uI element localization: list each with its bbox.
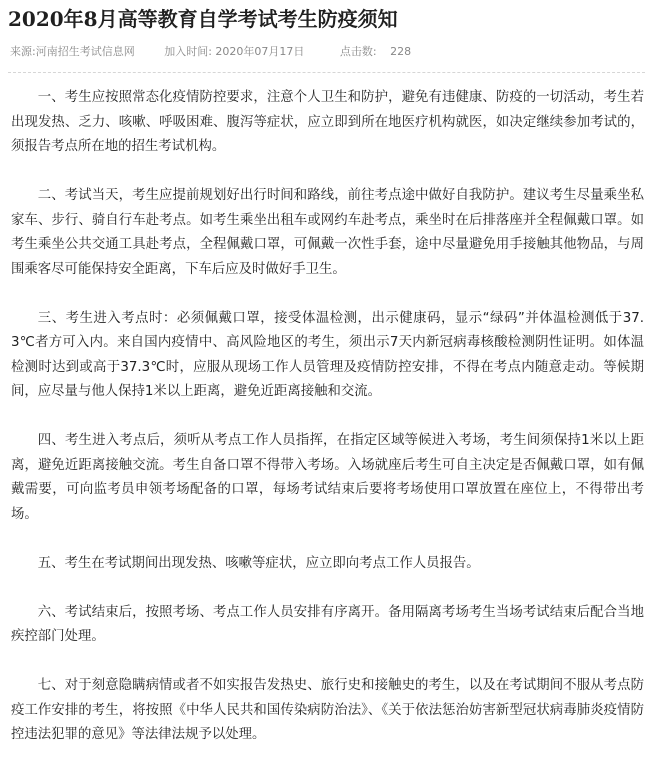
article-body: [11, 86, 644, 770]
paragraph-6: 六、考试结束后，按照考场、考点工作人员安排有序离开。备用隔离考场考生当场考试结束后配合当地疾控部门处理。: [11, 604, 644, 644]
article-clicks-value: 228: [390, 45, 412, 58]
article-added-time: 加入时间: 2020年07月17日: [164, 45, 305, 58]
paragraph-2: 二、考试当天，考生应提前规划好出行时间和路线，前往考点途中做好自我防护。建议考生尽量乘坐私家车、步行、骑自行车赴考点。如考生乘坐出租车或网约车赴考点，乘坐时在后排落座并全程佩戴口罩。如考生乘坐公共交通工具赴考点，全程佩戴口罩，可佩戴一次性手套，途中尽量避免用手接触其他物品，与周围乘客尽可能保持安全距离，下车后应及时做好手卫生。: [11, 188, 644, 277]
paragraph-3: 三、考生进入考点时：必须佩戴口罩，接受体温检测，出示健康码，显示“绿码”并体温检测低于37.3℃者方可入内。来自国内疫情中、高风险地区的考生，须出示7天内新冠病毒核酸检测阴性证明。如体温检测时达到或高于37.3℃时，应服从现场工作人员管理及疫情防控安排，不得在考点内随意走动。等候期间，应尽量与他人保持1米以上距离，避免近距离接触和交流。: [11, 310, 644, 399]
paragraph-7: 七、对于刻意隐瞒病情或者不如实报告发热史、旅行史和接触史的考生，以及在考试期间不服从考点防疫工作安排的考生，将按照《中华人民共和国传染病防治法》、《关于依法惩治妨害新型冠状病毒肺炎疫情防控违法犯罪的意见》等法律法规予以处理。: [11, 678, 644, 742]
paragraph-4: 四、考生进入考点后，须听从考点工作人员指挥，在指定区域等候进入考场，考生间须保持1米以上距离，避免近距离接触交流。考生自备口罩不得带入考场。入场就座后考生可自主决定是否佩戴口罩，如有佩戴需要，可向监考员申领考场配备的口罩，每场考试结束后要将考场使用口罩放置在座位上，不得带出考场。: [11, 433, 644, 522]
article-source: 来源:河南招生考试信息网: [10, 45, 135, 58]
title-divider: [8, 72, 645, 73]
paragraph-5: 五、考生在考试期间出现发热、咳嗽等症状，应立即向考点工作人员报告。: [37, 555, 480, 571]
paragraph-1: 一、考生应按照常态化疫情防控要求，注意个人卫生和防护，避免有违健康、防疫的一切活动，考生若出现发热、乏力、咳嗽、呼吸困难、腹泻等症状，应立即到所在地医疗机构就医，如决定继续参加考试的，须报告考点所在地的招生考试机构。: [11, 90, 644, 154]
article-clicks-label: 点击数:: [339, 45, 377, 58]
article-meta: [10, 44, 411, 60]
article-title: 2020年8月高等教育自学考试考生防疫须知: [8, 7, 398, 31]
